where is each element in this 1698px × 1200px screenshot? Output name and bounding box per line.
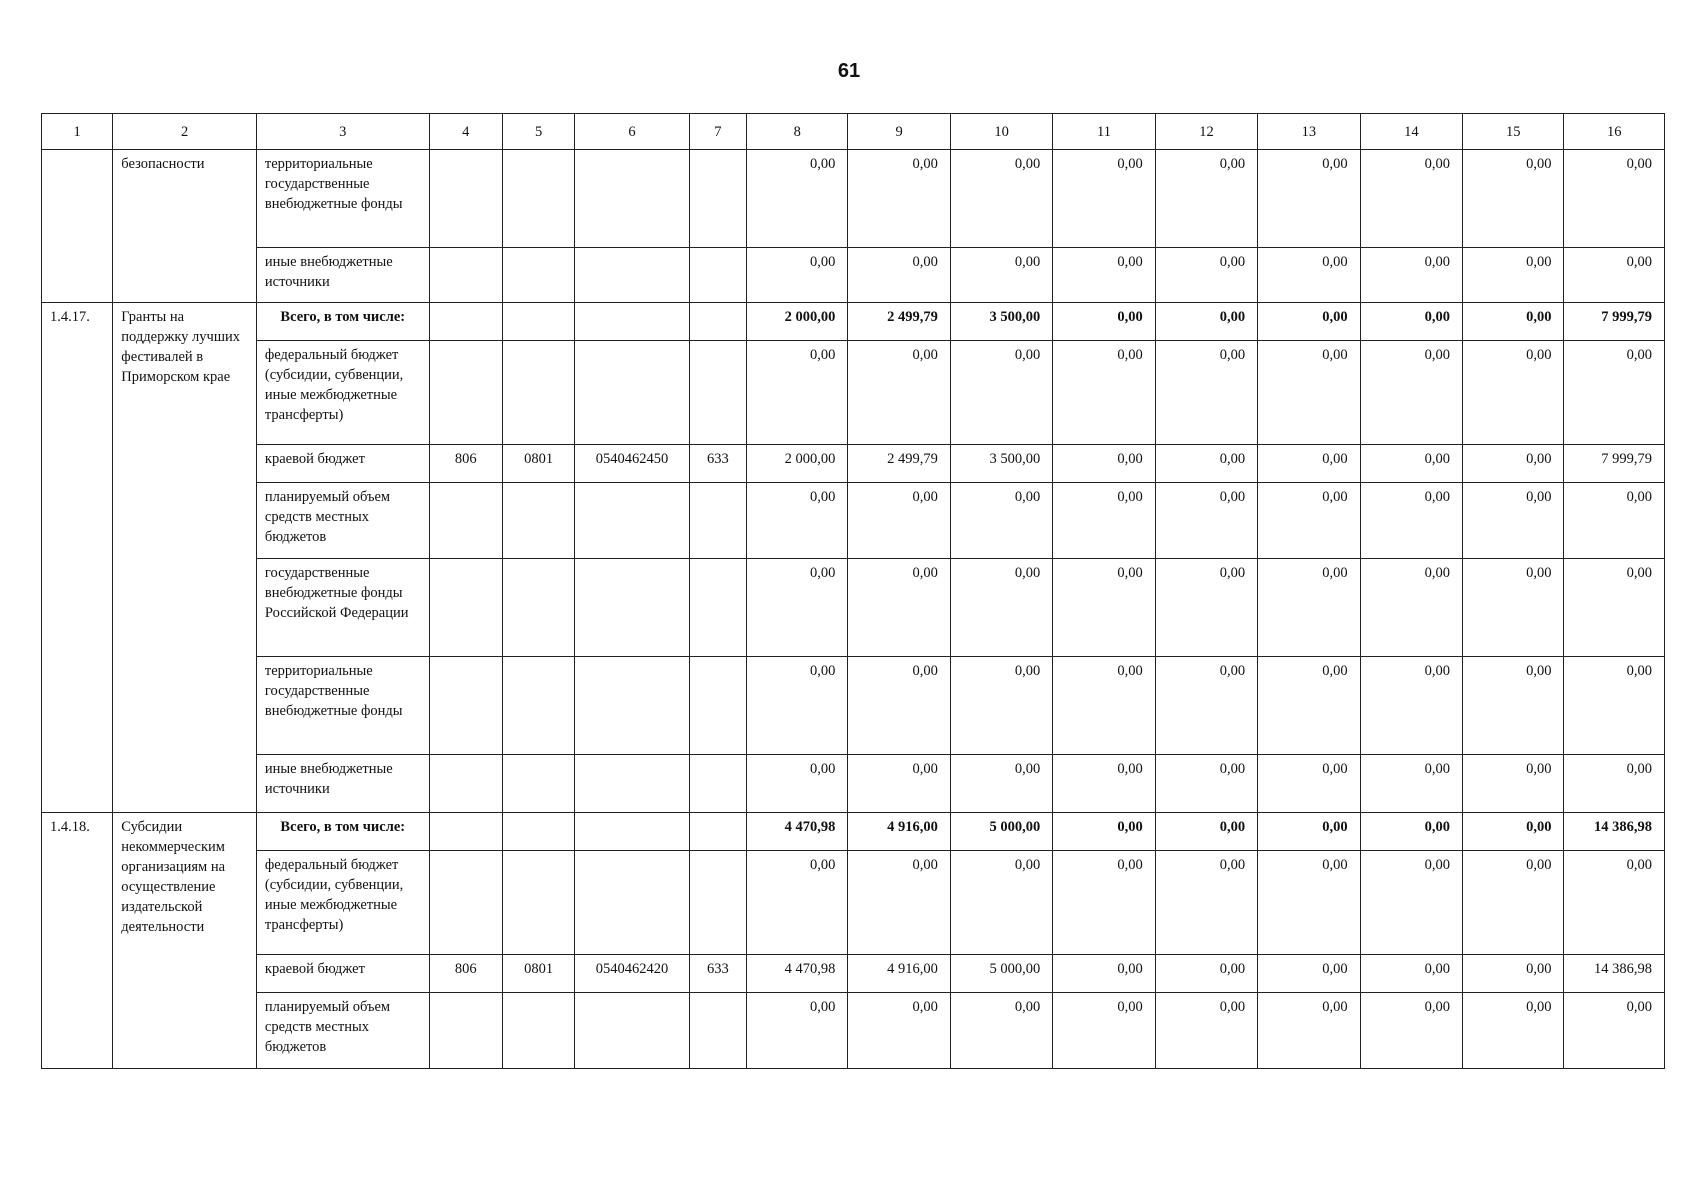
funding-source-cell: иные внебюджетные источники xyxy=(256,755,429,813)
budget-code-cell xyxy=(429,341,502,445)
budget-code-cell: 0540462420 xyxy=(575,955,689,993)
column-header: 3 xyxy=(256,114,429,150)
amount-cell: 0,00 xyxy=(1053,303,1155,341)
column-header: 4 xyxy=(429,114,502,150)
amount-cell: 14 386,98 xyxy=(1564,813,1665,851)
amount-cell: 0,00 xyxy=(1463,483,1564,559)
budget-code-cell xyxy=(502,851,574,955)
budget-code-cell: 0801 xyxy=(502,445,574,483)
table-body xyxy=(42,114,1665,1069)
amount-cell: 0,00 xyxy=(1463,755,1564,813)
amount-cell: 3 500,00 xyxy=(950,303,1052,341)
budget-code-cell xyxy=(575,150,689,248)
column-header: 1 xyxy=(42,114,113,150)
amount-cell: 0,00 xyxy=(1053,851,1155,955)
amount-cell: 0,00 xyxy=(848,993,950,1069)
budget-code-cell xyxy=(689,993,746,1069)
page-number: 61 xyxy=(837,60,861,82)
amount-cell: 0,00 xyxy=(1360,303,1462,341)
budget-code-cell xyxy=(502,993,574,1069)
amount-cell: 0,00 xyxy=(746,657,847,755)
table-row xyxy=(42,993,1665,1069)
amount-cell: 0,00 xyxy=(1463,248,1564,303)
amount-cell: 0,00 xyxy=(1463,150,1564,248)
row-id-cell: 1.4.17. xyxy=(42,303,113,813)
budget-code-cell xyxy=(429,559,502,657)
amount-cell: 0,00 xyxy=(746,755,847,813)
amount-cell: 5 000,00 xyxy=(950,813,1052,851)
amount-cell: 4 470,98 xyxy=(746,955,847,993)
amount-cell: 0,00 xyxy=(1463,559,1564,657)
funding-source-cell: федеральный бюджет (субсидии, субвенции, иные межбюджетные трансферты) xyxy=(256,851,429,955)
amount-cell: 0,00 xyxy=(1155,851,1257,955)
amount-cell: 0,00 xyxy=(848,755,950,813)
table-row xyxy=(42,150,1665,248)
budget-code-cell xyxy=(689,657,746,755)
amount-cell: 0,00 xyxy=(950,993,1052,1069)
table-row xyxy=(42,955,1665,993)
amount-cell: 0,00 xyxy=(1564,993,1665,1069)
budget-code-cell xyxy=(689,248,746,303)
column-header: 13 xyxy=(1258,114,1360,150)
budget-code-cell xyxy=(429,851,502,955)
budget-code-cell xyxy=(502,813,574,851)
amount-cell: 0,00 xyxy=(848,851,950,955)
amount-cell: 0,00 xyxy=(746,341,847,445)
budget-code-cell xyxy=(429,657,502,755)
amount-cell: 0,00 xyxy=(1360,755,1462,813)
amount-cell: 0,00 xyxy=(1053,559,1155,657)
column-header: 16 xyxy=(1564,114,1665,150)
budget-code-cell xyxy=(429,303,502,341)
amount-cell: 0,00 xyxy=(1360,150,1462,248)
budget-code-cell xyxy=(575,559,689,657)
amount-cell: 0,00 xyxy=(1463,445,1564,483)
amount-cell: 7 999,79 xyxy=(1564,303,1665,341)
budget-code-cell xyxy=(575,813,689,851)
budget-code-cell xyxy=(429,483,502,559)
amount-cell: 0,00 xyxy=(848,657,950,755)
amount-cell: 0,00 xyxy=(1155,559,1257,657)
budget-code-cell xyxy=(575,851,689,955)
amount-cell: 0,00 xyxy=(950,657,1052,755)
table-row xyxy=(42,813,1665,851)
amount-cell: 0,00 xyxy=(1155,150,1257,248)
measure-name-cell: безопасности xyxy=(113,150,257,303)
amount-cell: 14 386,98 xyxy=(1564,955,1665,993)
amount-cell: 0,00 xyxy=(1360,851,1462,955)
budget-code-cell xyxy=(575,303,689,341)
funding-source-cell: иные внебюджетные источники xyxy=(256,248,429,303)
column-header: 14 xyxy=(1360,114,1462,150)
row-id-cell xyxy=(42,150,113,303)
budget-code-cell xyxy=(689,851,746,955)
table-row xyxy=(42,341,1665,445)
amount-cell: 0,00 xyxy=(1258,993,1360,1069)
table-row xyxy=(42,559,1665,657)
budget-code-cell xyxy=(502,150,574,248)
column-header: 8 xyxy=(746,114,847,150)
funding-source-cell: Всего, в том числе: xyxy=(256,303,429,341)
amount-cell: 0,00 xyxy=(1360,993,1462,1069)
amount-cell: 5 000,00 xyxy=(950,955,1052,993)
amount-cell: 0,00 xyxy=(1053,248,1155,303)
amount-cell: 0,00 xyxy=(1564,657,1665,755)
amount-cell: 0,00 xyxy=(1155,755,1257,813)
amount-cell: 0,00 xyxy=(1360,483,1462,559)
funding-source-cell: планируемый объем средств местных бюджетов xyxy=(256,483,429,559)
amount-cell: 0,00 xyxy=(848,559,950,657)
table-row xyxy=(42,248,1665,303)
amount-cell: 0,00 xyxy=(1564,483,1665,559)
amount-cell: 0,00 xyxy=(1360,657,1462,755)
amount-cell: 0,00 xyxy=(848,248,950,303)
amount-cell: 0,00 xyxy=(1053,813,1155,851)
table-row xyxy=(42,445,1665,483)
amount-cell: 4 916,00 xyxy=(848,955,950,993)
budget-code-cell: 0540462450 xyxy=(575,445,689,483)
amount-cell: 0,00 xyxy=(1258,813,1360,851)
amount-cell: 0,00 xyxy=(1463,341,1564,445)
amount-cell: 0,00 xyxy=(746,483,847,559)
amount-cell: 0,00 xyxy=(1155,993,1257,1069)
budget-code-cell xyxy=(575,341,689,445)
amount-cell: 0,00 xyxy=(950,755,1052,813)
budget-code-cell xyxy=(689,559,746,657)
budget-code-cell xyxy=(502,657,574,755)
amount-cell: 0,00 xyxy=(1564,341,1665,445)
column-header: 15 xyxy=(1463,114,1564,150)
amount-cell: 0,00 xyxy=(746,248,847,303)
amount-cell: 0,00 xyxy=(1053,657,1155,755)
funding-source-cell: Всего, в том числе: xyxy=(256,813,429,851)
column-header: 6 xyxy=(575,114,689,150)
amount-cell: 0,00 xyxy=(1360,445,1462,483)
funding-source-cell: планируемый объем средств местных бюджетов xyxy=(256,993,429,1069)
amount-cell: 3 500,00 xyxy=(950,445,1052,483)
table-row xyxy=(42,851,1665,955)
amount-cell: 0,00 xyxy=(950,248,1052,303)
amount-cell: 4 916,00 xyxy=(848,813,950,851)
amount-cell: 0,00 xyxy=(1053,341,1155,445)
budget-code-cell xyxy=(502,341,574,445)
amount-cell: 2 000,00 xyxy=(746,445,847,483)
amount-cell: 0,00 xyxy=(1564,248,1665,303)
amount-cell: 0,00 xyxy=(1258,955,1360,993)
table-row xyxy=(42,657,1665,755)
measure-name-cell: Субсидии некоммерческим организациям на осуществление издательской деятельности xyxy=(113,813,257,1069)
column-header: 12 xyxy=(1155,114,1257,150)
amount-cell: 0,00 xyxy=(1463,851,1564,955)
column-header: 11 xyxy=(1053,114,1155,150)
amount-cell: 0,00 xyxy=(1155,248,1257,303)
amount-cell: 0,00 xyxy=(950,851,1052,955)
amount-cell: 0,00 xyxy=(1564,851,1665,955)
amount-cell: 0,00 xyxy=(1258,248,1360,303)
amount-cell: 0,00 xyxy=(1155,303,1257,341)
amount-cell: 0,00 xyxy=(1360,341,1462,445)
budget-code-cell xyxy=(689,755,746,813)
budget-code-cell xyxy=(575,483,689,559)
column-header: 2 xyxy=(113,114,257,150)
amount-cell: 7 999,79 xyxy=(1564,445,1665,483)
amount-cell: 0,00 xyxy=(1564,150,1665,248)
funding-source-cell: территориальные государственные внебюджетные фонды xyxy=(256,657,429,755)
amount-cell: 0,00 xyxy=(848,341,950,445)
amount-cell: 0,00 xyxy=(1463,955,1564,993)
measure-name-cell: Гранты на поддержку лучших фестивалей в Приморском крае xyxy=(113,303,257,813)
budget-code-cell xyxy=(429,248,502,303)
column-header-row xyxy=(42,114,1665,150)
amount-cell: 0,00 xyxy=(746,993,847,1069)
budget-code-cell xyxy=(429,150,502,248)
amount-cell: 0,00 xyxy=(1155,657,1257,755)
funding-source-cell: краевой бюджет xyxy=(256,955,429,993)
amount-cell: 0,00 xyxy=(1463,657,1564,755)
funding-source-cell: территориальные государственные внебюджетные фонды xyxy=(256,150,429,248)
budget-code-cell xyxy=(575,657,689,755)
budget-code-cell: 633 xyxy=(689,955,746,993)
amount-cell: 0,00 xyxy=(1053,955,1155,993)
amount-cell: 0,00 xyxy=(1258,483,1360,559)
budget-code-cell xyxy=(502,303,574,341)
amount-cell: 0,00 xyxy=(746,559,847,657)
budget-code-cell xyxy=(575,755,689,813)
amount-cell: 0,00 xyxy=(746,150,847,248)
budget-table xyxy=(41,113,1665,1069)
table-row xyxy=(42,755,1665,813)
budget-code-cell xyxy=(689,813,746,851)
amount-cell: 0,00 xyxy=(1053,483,1155,559)
budget-code-cell xyxy=(429,813,502,851)
budget-code-cell xyxy=(502,248,574,303)
amount-cell: 0,00 xyxy=(1360,955,1462,993)
amount-cell: 0,00 xyxy=(950,150,1052,248)
amount-cell: 0,00 xyxy=(1053,993,1155,1069)
budget-code-cell xyxy=(429,993,502,1069)
amount-cell: 0,00 xyxy=(1053,755,1155,813)
budget-code-cell: 806 xyxy=(429,445,502,483)
budget-code-cell xyxy=(502,755,574,813)
amount-cell: 0,00 xyxy=(1258,150,1360,248)
amount-cell: 0,00 xyxy=(1258,755,1360,813)
amount-cell: 0,00 xyxy=(1463,993,1564,1069)
amount-cell: 0,00 xyxy=(1258,445,1360,483)
budget-code-cell: 633 xyxy=(689,445,746,483)
amount-cell: 0,00 xyxy=(1564,755,1665,813)
budget-code-cell xyxy=(502,559,574,657)
amount-cell: 0,00 xyxy=(1155,955,1257,993)
amount-cell: 0,00 xyxy=(1360,559,1462,657)
budget-code-cell xyxy=(689,150,746,248)
budget-code-cell xyxy=(689,303,746,341)
budget-code-cell: 806 xyxy=(429,955,502,993)
amount-cell: 0,00 xyxy=(1155,341,1257,445)
column-header: 9 xyxy=(848,114,950,150)
budget-code-cell xyxy=(575,993,689,1069)
amount-cell: 2 499,79 xyxy=(848,303,950,341)
amount-cell: 0,00 xyxy=(1258,657,1360,755)
amount-cell: 0,00 xyxy=(848,150,950,248)
amount-cell: 0,00 xyxy=(1360,813,1462,851)
budget-code-cell xyxy=(689,341,746,445)
amount-cell: 0,00 xyxy=(1053,150,1155,248)
amount-cell: 0,00 xyxy=(1564,559,1665,657)
amount-cell: 0,00 xyxy=(1258,303,1360,341)
column-header: 5 xyxy=(502,114,574,150)
column-header: 10 xyxy=(950,114,1052,150)
row-id-cell: 1.4.18. xyxy=(42,813,113,1069)
amount-cell: 0,00 xyxy=(1258,851,1360,955)
column-header: 7 xyxy=(689,114,746,150)
amount-cell: 0,00 xyxy=(1463,303,1564,341)
amount-cell: 0,00 xyxy=(1053,445,1155,483)
amount-cell: 0,00 xyxy=(950,483,1052,559)
amount-cell: 0,00 xyxy=(1258,559,1360,657)
amount-cell: 0,00 xyxy=(1463,813,1564,851)
amount-cell: 2 000,00 xyxy=(746,303,847,341)
table-row xyxy=(42,303,1665,341)
budget-code-cell xyxy=(502,483,574,559)
amount-cell: 0,00 xyxy=(1155,813,1257,851)
budget-code-cell xyxy=(429,755,502,813)
funding-source-cell: федеральный бюджет (субсидии, субвенции, иные межбюджетные трансферты) xyxy=(256,341,429,445)
funding-source-cell: государственные внебюджетные фонды Российской Федерации xyxy=(256,559,429,657)
budget-code-cell xyxy=(689,483,746,559)
amount-cell: 0,00 xyxy=(848,483,950,559)
amount-cell: 4 470,98 xyxy=(746,813,847,851)
amount-cell: 0,00 xyxy=(746,851,847,955)
amount-cell: 0,00 xyxy=(1155,445,1257,483)
table-row xyxy=(42,483,1665,559)
amount-cell: 0,00 xyxy=(1155,483,1257,559)
amount-cell: 0,00 xyxy=(1360,248,1462,303)
amount-cell: 2 499,79 xyxy=(848,445,950,483)
amount-cell: 0,00 xyxy=(950,341,1052,445)
budget-code-cell xyxy=(575,248,689,303)
budget-code-cell: 0801 xyxy=(502,955,574,993)
funding-source-cell: краевой бюджет xyxy=(256,445,429,483)
amount-cell: 0,00 xyxy=(950,559,1052,657)
amount-cell: 0,00 xyxy=(1258,341,1360,445)
